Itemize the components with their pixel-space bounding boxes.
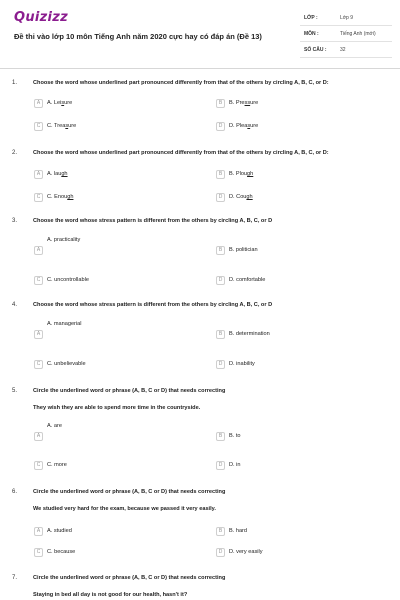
meta-row-class (300, 10, 392, 26)
option-letter-box: C (34, 193, 43, 202)
question-text: Circle the underlined word or phrase (A, B, C or D) that needs correcting (33, 489, 226, 495)
option-text: B. Plough (229, 171, 254, 177)
option-letter-box: B (216, 170, 225, 179)
option-letter-box: B (216, 527, 225, 536)
option-letter-box: D (216, 360, 225, 369)
option-text: C. Enough (47, 194, 74, 200)
option-letter-box: C (34, 548, 43, 557)
option-text: D. Pleasure (229, 123, 259, 129)
question-text: Choose the word whose stress pattern is different from the others by circling A, B, C, or D (33, 218, 273, 224)
option-text: A. laugh (47, 171, 68, 177)
option-text: C. more (47, 462, 67, 468)
option-text: A. Leisure (47, 100, 73, 106)
option-text: C. because (47, 549, 76, 555)
option-letter-box: C (34, 360, 43, 369)
meta-label: MÔN : (304, 31, 319, 37)
option-letter-box: A (34, 170, 43, 179)
option-text: D. in (229, 462, 241, 468)
header-divider (0, 68, 400, 69)
option-text: B. to (229, 433, 241, 439)
option-text: C. uncontrollable (47, 277, 89, 283)
question-text: Choose the word whose stress pattern is different from the others by circling A, B, C, or D (33, 302, 273, 308)
option-text: D. very easily (229, 549, 263, 555)
option-text: B. determination (229, 331, 270, 337)
question-text: Circle the underlined word or phrase (A, B, C or D) that needs correcting (33, 388, 226, 394)
question-number: 2. (12, 150, 18, 156)
option-text: A. are (47, 423, 62, 429)
option-text: D. inability (229, 361, 255, 367)
option-text: B. hard (229, 528, 248, 534)
option-letter-box: A (34, 330, 43, 339)
option-letter-box: A (34, 527, 43, 536)
option-letter-box: A (34, 99, 43, 108)
option-text: A. managerial (47, 321, 82, 327)
question-sentence: We studied very hard for the exam, because we passed it very easily. (33, 506, 216, 512)
option-letter-box: B (216, 99, 225, 108)
option-letter-box: D (216, 193, 225, 202)
option-letter-box: A (34, 432, 43, 441)
meta-row-subject (300, 26, 392, 42)
meta-row-count (300, 42, 392, 58)
option-text: C. Treasure (47, 123, 77, 129)
question-text: Choose the word whose underlined part pronounced differently from that of the others by circling A, B, C, or D: (33, 150, 329, 156)
option-letter-box: D (216, 548, 225, 557)
question-text: Choose the word whose underlined part pronounced differently from that of the others by circling A, B, C, or D: (33, 80, 329, 86)
meta-value: Lớp 9 (340, 15, 354, 21)
option-text: C. unbelievable (47, 361, 86, 367)
question-sentence: Staying in bed all day is not good for our health, hasn't it? (33, 592, 188, 598)
option-letter-box: D (216, 276, 225, 285)
option-letter-box: C (34, 461, 43, 470)
option-text: B. politician (229, 247, 258, 253)
question-number: 6. (12, 489, 18, 495)
option-letter-box: B (216, 432, 225, 441)
option-letter-box: D (216, 122, 225, 131)
option-letter-box: A (34, 246, 43, 255)
quizizz-logo: Quizizz (14, 10, 69, 25)
meta-value: Tiếng Anh (mới) (340, 31, 376, 37)
question-number: 3. (12, 218, 18, 224)
meta-label: SỐ CÂU : (304, 47, 327, 53)
question-text: Circle the underlined word or phrase (A, B, C or D) that needs correcting (33, 575, 226, 581)
option-letter-box: B (216, 330, 225, 339)
option-text: D. comfortable (229, 277, 266, 283)
option-letter-box: B (216, 246, 225, 255)
option-letter-box: D (216, 461, 225, 470)
meta-table (300, 10, 392, 58)
question-number: 5. (12, 388, 18, 394)
meta-label: LỚP : (304, 15, 318, 21)
question-number: 7. (12, 575, 18, 581)
option-text: A. practicality (47, 237, 81, 243)
question-number: 4. (12, 302, 18, 308)
page-title: Đề thi vào lớp 10 môn Tiếng Anh năm 2020 cực hay có đáp án (Đề 13) (14, 32, 262, 41)
question-sentence: They wish they are able to spend more time in the countryside. (33, 405, 201, 411)
option-text: A. studied (47, 528, 72, 534)
option-letter-box: C (34, 122, 43, 131)
question-number: 1. (12, 80, 18, 86)
option-text: B. Pressure (229, 100, 259, 106)
option-letter-box: C (34, 276, 43, 285)
meta-value: 32 (340, 47, 346, 53)
option-text: D. Cough (229, 194, 253, 200)
